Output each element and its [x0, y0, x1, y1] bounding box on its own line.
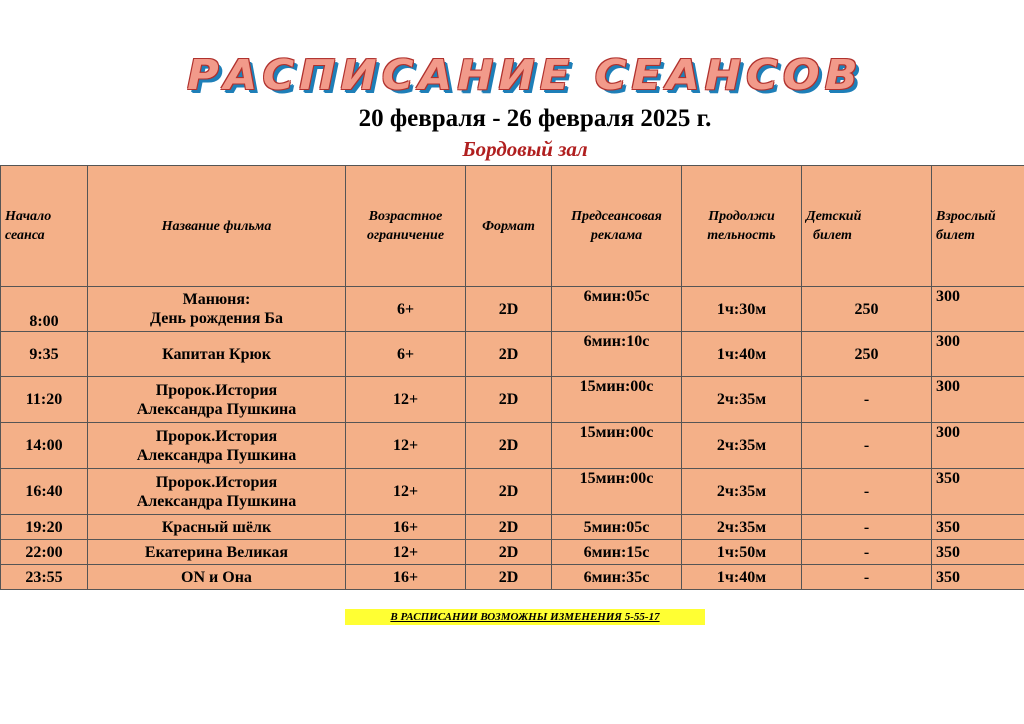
row-time: 23:55	[1, 565, 88, 590]
row-adult-price: 350	[932, 469, 1024, 515]
date-range: 20 февраля - 26 февраля 2025 г.	[358, 105, 712, 132]
row-duration: 1ч:30м	[682, 287, 802, 332]
row-child-price: 250	[802, 332, 932, 377]
row-time: 19:20	[1, 515, 88, 540]
row-adult-price: 350	[932, 515, 1024, 540]
row-adult-price: 300	[932, 287, 1024, 332]
header-duration: Продолжи тельность	[682, 166, 802, 287]
row-ads: 6мин:05с	[552, 287, 682, 332]
row-duration: 1ч:50м	[682, 540, 802, 565]
row-time: 22:00	[1, 540, 88, 565]
table-row	[1, 469, 1024, 515]
row-duration: 2ч:35м	[682, 515, 802, 540]
header-ads: Предсеансовая реклама	[552, 166, 682, 287]
row-child-price: -	[802, 540, 932, 565]
row-child-price: 250	[802, 287, 932, 332]
header-start: Начало сеанса	[1, 166, 88, 287]
row-format: 2D	[466, 332, 552, 377]
row-format: 2D	[466, 515, 552, 540]
row-child-price: -	[802, 377, 932, 423]
row-time: 14:00	[1, 423, 88, 469]
row-format: 2D	[466, 469, 552, 515]
row-duration: 2ч:35м	[682, 377, 802, 423]
row-time: 11:20	[1, 377, 88, 423]
row-format: 2D	[466, 565, 552, 590]
row-adult-price: 300	[932, 423, 1024, 469]
header-age: Возрастное ограничение	[346, 166, 466, 287]
row-duration: 1ч:40м	[682, 565, 802, 590]
table-row	[1, 332, 1024, 377]
header-child-ticket: Детский билет	[802, 166, 932, 287]
row-ads: 15мин:00с	[552, 377, 682, 423]
row-duration: 2ч:35м	[682, 423, 802, 469]
row-age: 12+	[346, 423, 466, 469]
table-row	[1, 565, 1024, 590]
row-time: 16:40	[1, 469, 88, 515]
table-header-row	[1, 166, 1024, 287]
row-format: 2D	[466, 423, 552, 469]
row-title: ON и Она	[88, 565, 346, 590]
row-adult-price: 300	[932, 332, 1024, 377]
table-row	[1, 540, 1024, 565]
header-format: Формат	[466, 166, 552, 287]
row-title: Красный шёлк	[88, 515, 346, 540]
row-age: 6+	[346, 287, 466, 332]
row-ads: 15мин:00с	[552, 469, 682, 515]
hall-name: Бордовый зал	[462, 137, 588, 161]
row-duration: 2ч:35м	[682, 469, 802, 515]
row-age: 12+	[346, 469, 466, 515]
row-age: 16+	[346, 515, 466, 540]
row-title: Пророк.История Александра Пушкина	[88, 377, 346, 423]
row-ads: 6мин:35с	[552, 565, 682, 590]
header-adult-ticket: Взрослый билет	[932, 166, 1024, 287]
row-ads: 15мин:00с	[552, 423, 682, 469]
row-ads: 6мин:15с	[552, 540, 682, 565]
schedule-table	[0, 165, 1024, 590]
row-time: 8:00	[1, 287, 88, 332]
row-adult-price: 350	[932, 540, 1024, 565]
row-age: 16+	[346, 565, 466, 590]
table-row	[1, 423, 1024, 469]
row-child-price: -	[802, 515, 932, 540]
row-title: Капитан Крюк	[88, 332, 346, 377]
table-row	[1, 515, 1024, 540]
row-title: Манюня: День рождения Ба	[88, 287, 346, 332]
row-child-price: -	[802, 423, 932, 469]
table-row	[1, 287, 1024, 332]
row-duration: 1ч:40м	[682, 332, 802, 377]
row-ads: 5мин:05с	[552, 515, 682, 540]
row-title: Екатерина Великая	[88, 540, 346, 565]
row-age: 6+	[346, 332, 466, 377]
row-child-price: -	[802, 469, 932, 515]
row-format: 2D	[466, 377, 552, 423]
row-title: Пророк.История Александра Пушкина	[88, 423, 346, 469]
row-format: 2D	[466, 287, 552, 332]
row-title: Пророк.История Александра Пушкина	[88, 469, 346, 515]
row-ads: 6мин:10с	[552, 332, 682, 377]
row-format: 2D	[466, 540, 552, 565]
schedule-change-notice: В РАСПИСАНИИ ВОЗМОЖНЫ ИЗМЕНЕНИЯ 5-55-17	[345, 609, 705, 625]
row-adult-price: 350	[932, 565, 1024, 590]
row-adult-price: 300	[932, 377, 1024, 423]
row-child-price: -	[802, 565, 932, 590]
row-time: 9:35	[1, 332, 88, 377]
page-title: РАСПИСАНИЕ СЕАНСОВ	[187, 51, 863, 99]
row-age: 12+	[346, 377, 466, 423]
header-title: Название фильма	[88, 166, 346, 287]
table-row	[1, 377, 1024, 423]
row-age: 12+	[346, 540, 466, 565]
